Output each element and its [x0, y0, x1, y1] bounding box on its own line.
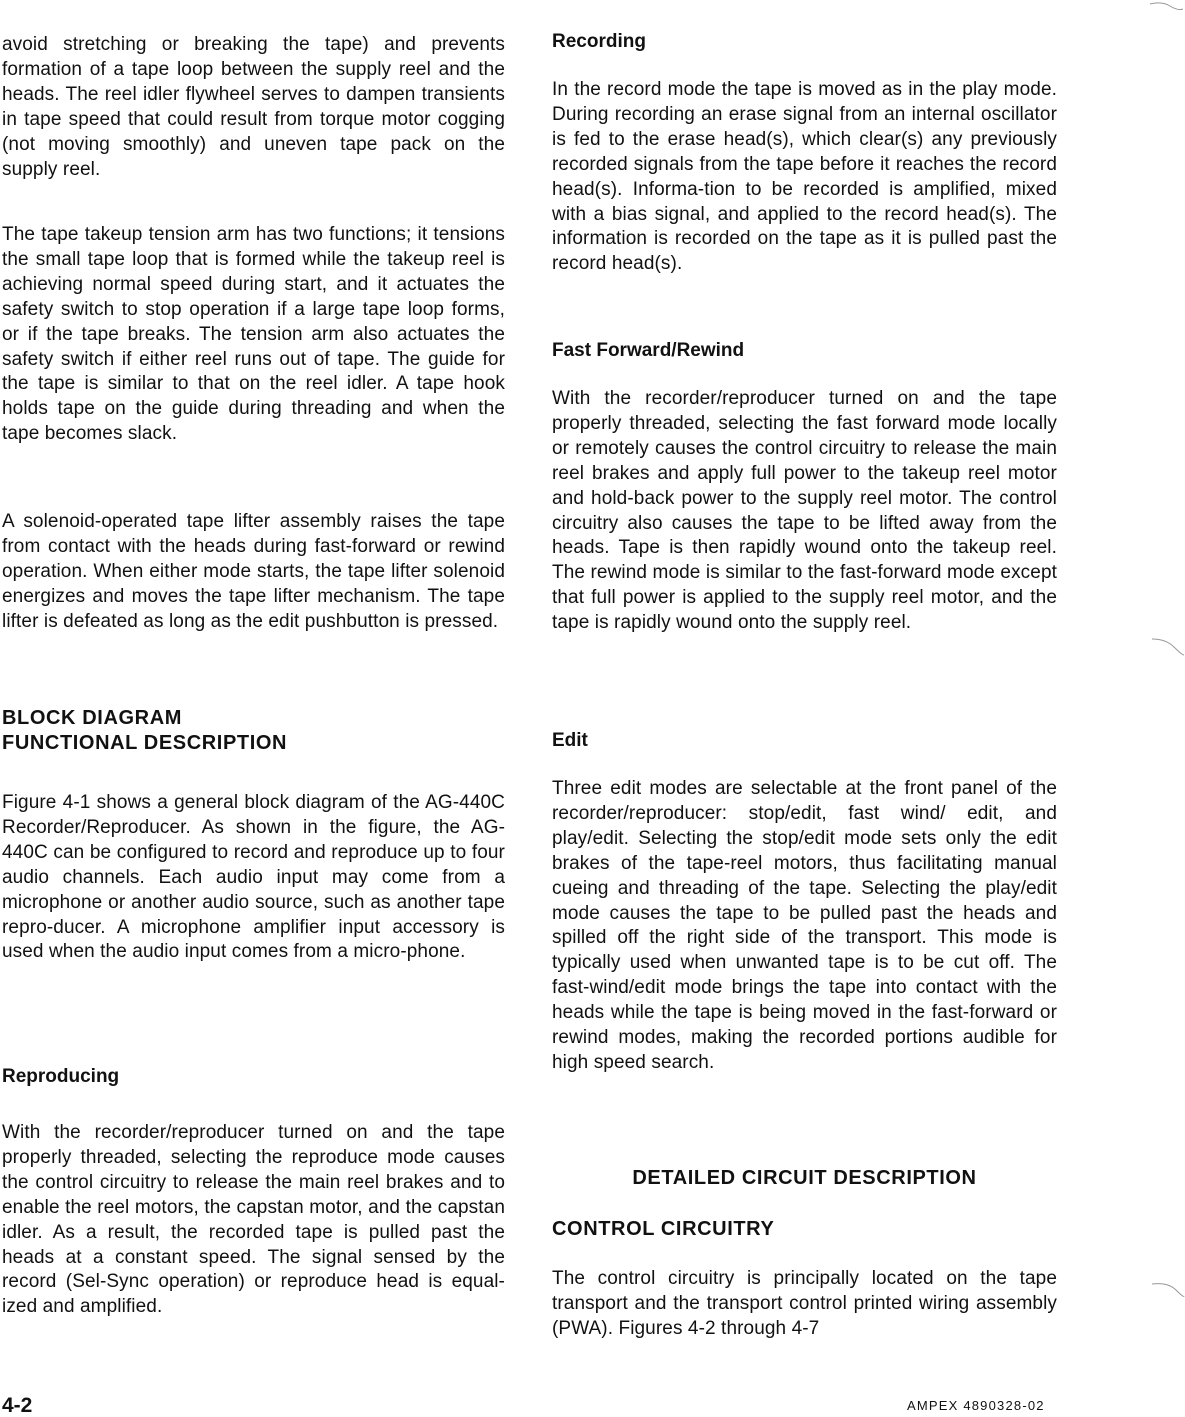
edit-section: [552, 777, 1057, 1076]
recording-heading-block: [552, 30, 1057, 54]
document-id: AMPEX 4890328-02: [907, 1398, 1045, 1413]
scan-mark-top: [1148, 0, 1185, 14]
edit-heading: Edit: [552, 730, 588, 751]
page-number: 4-2: [2, 1394, 33, 1417]
tape-lifter-section: [2, 510, 505, 635]
block-diagram-heading-text: [2, 706, 505, 755]
edit-heading-block: [552, 729, 1057, 753]
scan-mark-middle: [1150, 635, 1185, 657]
ff-rewind-section: [552, 387, 1057, 636]
ff-rewind-heading-block: [552, 339, 1057, 363]
reproducing-heading-block: [2, 1065, 505, 1089]
control-heading-block: [552, 1217, 1057, 1242]
tape-lifter-paragraph: A solenoid-operated tape lifter assembly raises the tape from contact with the heads during fast-forward or rewind operation. When either mode starts, the tape lifter solenoid energizes and moves the tape lifter mechanism. The tape lifter is defeated as long as the edit pushbutton is pressed.: [2, 511, 505, 632]
ff-rewind-heading: Fast Forward/Rewind: [552, 340, 745, 361]
control-section: [552, 1267, 1057, 1342]
recording-section: [552, 78, 1057, 277]
block-diagram-heading-line2: FUNCTIONAL DESCRIPTION: [2, 731, 288, 754]
control-paragraph: The control circuitry is principally located on the tape transport and the transport control printed wiring assembly (PWA). Figures 4-2 through 4-7: [552, 1268, 1057, 1339]
reel-idler-paragraph: avoid stretching or breaking the tape) and prevents formation of a tape loop between the supply reel and the heads. The reel idler flywheel serves to dampen transients in tape speed that could result from torque motor cogging (not moving smoothly) and uneven tape pack on the supply reel.: [2, 34, 505, 180]
reproducing-paragraph: With the recorder/reproducer turned on and the tape properly threaded, selecting the reproduce mode causes the control circuitry to release the main reel brakes and to enable the reel motors, the capstan motor, and the capstan idler. As a result, the recorded tape is pulled past the heads at a constant speed. The signal sensed by the record (Sel-Sync operation) or reproduce head is equal-ized and amplified.: [2, 1122, 505, 1318]
tension-arm-paragraph: The tape takeup tension arm has two functions; it tensions the small tape loop that is formed while the takeup reel is achieving normal speed during start, and it actuates the safety switch to stop operation if a large tape loop forms, or if the tape breaks. The tension arm also actuates the safety switch if either reel runs out of tape. The guide for the tape is similar to that on the reel idler. A tape hook holds tape on the guide during threading and when the tape becomes slack.: [2, 224, 505, 445]
ff-rewind-paragraph: With the recorder/reproducer turned on and the tape properly threaded, selecting the fast forward mode locally or remotely causes the control circuitry to release the main reel brakes and apply full power to the takeup reel motor and hold-back power to the supply reel motor. The control circuitry also causes the tape to be lifted away from the heads. Tape is then rapidly wound onto the takeup reel. The rewind mode is similar to the fast-forward mode except that full power is applied to the supply reel motor, and the tape is rapidly wound onto the supply reel.: [552, 388, 1057, 634]
reproducing-heading: Reproducing: [2, 1066, 120, 1087]
recording-heading: Recording: [552, 31, 646, 52]
control-circuitry-heading: CONTROL CIRCUITRY: [552, 1218, 775, 1240]
block-diagram-section: [2, 791, 505, 965]
block-diagram-heading-line1: BLOCK DIAGRAM: [2, 707, 183, 729]
detailed-heading-block: [552, 1166, 1057, 1190]
reel-idler-section: [2, 33, 505, 182]
recording-paragraph: In the record mode the tape is moved as in the play mode. During recording an erase signal from an internal oscillator is fed to the erase head(s), which clear(s) any previously recorded signals from the tape before it reaches the record head(s). Informa-tion to be recorded is amplified, mixed with a bias signal, and applied to the record head(s). The information is recorded on the tape as it is pulled past the record head(s).: [552, 79, 1057, 275]
reproducing-section: [2, 1121, 505, 1320]
block-diagram-paragraph: Figure 4-1 shows a general block diagram of the AG-440C Recorder/Reproducer. As shown in the figure, the AG-440C can be configured to record and reproduce up to four audio channels. Each audio input may come from a microphone or another audio source, such as another tape repro-ducer. A microphone amplifier input accessory is used when the audio input comes from a micro-phone.: [2, 792, 505, 963]
block-diagram-heading: [2, 706, 505, 755]
edit-paragraph: Three edit modes are selectable at the front panel of the recorder/reproducer: stop/edit, fast wind/ edit, and play/edit. Selecting the stop/edit mode sets only the edit brakes of the tape-reel motors, thus facilitating manual cueing and threading of the tape. Selecting the play/edit mode causes the tape to be pulled past the heads and spilled off the right side of the transport. This mode is typically used when unwanted tape is to be cut off. The fast-wind/edit mode brings the tape into contact with the heads while the tape is being moved in the fast-forward or rewind modes, making the recorded portions audible for high speed search.: [552, 778, 1057, 1073]
detailed-circuit-heading: DETAILED CIRCUIT DESCRIPTION: [632, 1167, 977, 1189]
scan-mark-bottom: [1150, 1280, 1185, 1300]
tension-arm-section: [2, 223, 505, 447]
